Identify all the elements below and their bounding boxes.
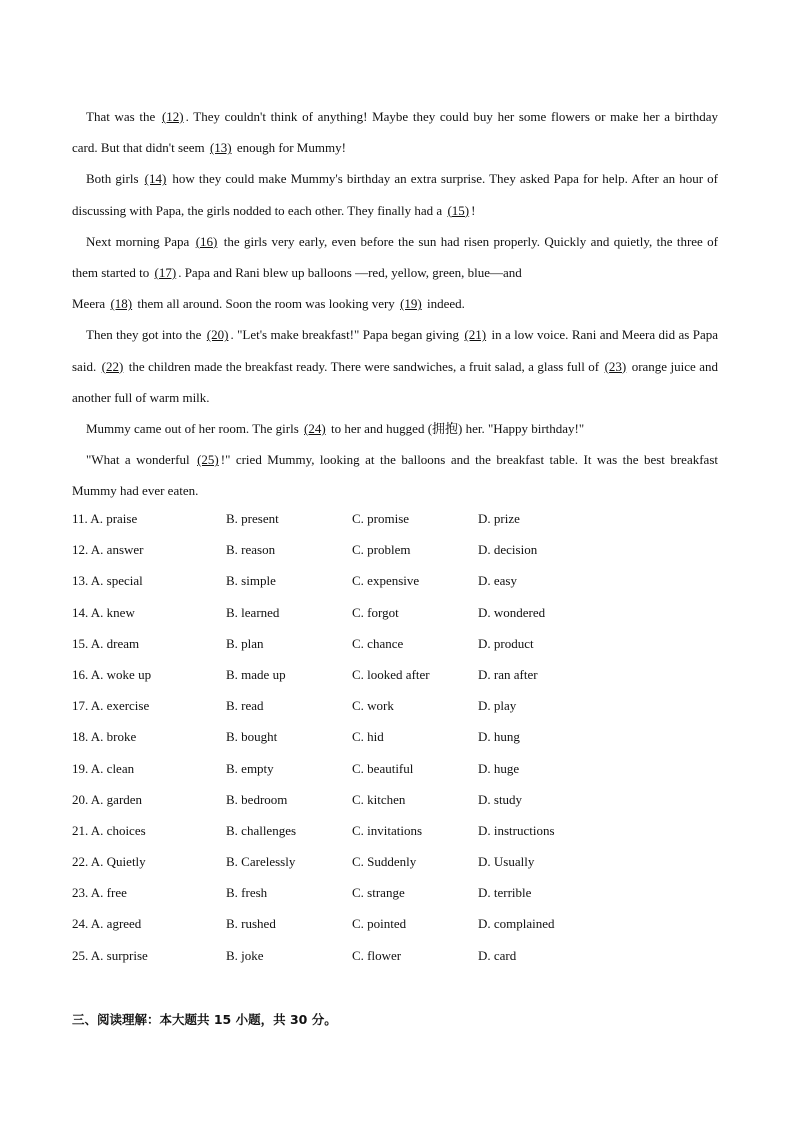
option-c: C. forgot <box>352 604 399 620</box>
question-row <box>72 784 722 815</box>
option-c: C. flower <box>352 947 402 963</box>
option-d: D. product <box>478 635 534 651</box>
question-row <box>72 846 722 877</box>
option-d: D. instructions <box>478 822 555 838</box>
paragraph-7: "What a wonderful (25) !" cried Mummy, looking at the balloons and the breakfast table. It was the best breakfast Mummy had ever eaten. <box>72 452 718 499</box>
blank-12: (12) <box>161 109 184 124</box>
option-a: 22. A. Quietly <box>72 854 146 870</box>
option-b: B. bought <box>226 729 278 745</box>
option-d: D. complained <box>478 916 555 932</box>
option-d: D. prize <box>478 511 520 526</box>
option-a: 14. A. knew <box>72 604 135 620</box>
section-heading: 三、阅读理解：本大题共 15 小题，共 30 分。 <box>72 1012 337 1027</box>
question-row <box>72 908 722 939</box>
option-d: D. terrible <box>478 885 532 901</box>
blank-22: (22) <box>101 358 124 374</box>
question-row <box>72 753 722 784</box>
option-d: D. play <box>478 698 517 714</box>
option-a: 11. A. praise <box>72 511 138 526</box>
blank-19: (19) <box>400 296 422 312</box>
option-a: 19. A. clean <box>72 760 135 776</box>
option-c: C. work <box>352 698 394 714</box>
option-d: D. decision <box>478 542 538 558</box>
question-row <box>72 565 722 596</box>
option-c: C. hid <box>352 729 384 745</box>
option-a: 16. A. woke up <box>72 666 152 682</box>
paragraph-6: Mummy came out of her room. The girls (24) to her and hugged (拥抱) her. "Happy birthday!" <box>86 421 585 437</box>
blank-13: (13) <box>209 140 232 156</box>
blank-16: (16) <box>195 233 218 249</box>
option-c: C. strange <box>352 885 405 901</box>
option-b: B. challenges <box>226 822 297 838</box>
option-b: B. simple <box>226 573 276 589</box>
option-c: C. Suddenly <box>352 854 417 870</box>
option-b: B. rushed <box>226 916 276 932</box>
option-d: D. huge <box>478 760 520 776</box>
option-a: 18. A. broke <box>72 729 137 745</box>
option-b: B. Carelessly <box>226 854 296 870</box>
option-b: B. learned <box>226 604 280 620</box>
blank-20: (20) <box>206 327 229 343</box>
option-b: B. read <box>226 698 264 714</box>
paragraph-2: Both girls (14) how they could make Mummy's birthday an extra surprise. They asked Papa for help. After an hour of discussing with Papa, the girls nodded to each other. They finally had a (15) ! <box>72 171 718 218</box>
blank-17: (17) <box>154 265 177 281</box>
blank-24: (24) <box>304 421 326 437</box>
blank-18: (18) <box>110 296 133 312</box>
option-a: 21. A. choices <box>72 822 146 838</box>
option-a: 25. A. surprise <box>72 947 148 963</box>
option-c: C. pointed <box>352 916 407 932</box>
option-c: C. looked after <box>352 666 430 682</box>
option-d: D. hung <box>478 729 520 745</box>
question-row <box>72 659 722 690</box>
question-row <box>72 503 722 534</box>
option-c: C. kitchen <box>352 791 406 807</box>
option-c: C. chance <box>352 635 404 651</box>
question-row <box>72 940 722 971</box>
question-row <box>72 815 722 846</box>
question-row <box>72 721 722 752</box>
option-d: D. ran after <box>478 666 538 682</box>
option-d: D. wondered <box>478 604 546 620</box>
option-c: C. expensive <box>352 573 420 589</box>
option-b: B. bedroom <box>226 791 288 807</box>
option-d: D. card <box>478 947 517 963</box>
option-d: D. study <box>478 791 523 807</box>
option-b: B. empty <box>226 760 274 776</box>
question-row <box>72 877 722 908</box>
option-a: 12. A. answer <box>72 542 144 558</box>
option-c: C. problem <box>352 542 411 558</box>
option-b: B. plan <box>226 635 264 651</box>
question-row <box>72 597 722 628</box>
question-row <box>72 690 722 721</box>
option-a: 24. A. agreed <box>72 916 142 932</box>
paragraph-5: Then they got into the (20) . "Let's make breakfast!" Papa began giving (21) in a low voice. Rani and Meera did as Papa said. (22) the children made the breakfast ready. There were sandwiches, a fruit salad, a glass full of (23) orange juice and another full of warm milk. <box>72 327 719 405</box>
blank-14: (14) <box>144 171 167 187</box>
cloze-passage <box>72 101 718 507</box>
blank-15: (15) <box>447 202 470 218</box>
option-c: C. invitations <box>352 822 423 838</box>
option-a: 17. A. exercise <box>72 698 150 714</box>
option-c: C. promise <box>352 511 410 526</box>
paragraph-4: Meera (18) them all around. Soon the room was looking very (19) indeed. <box>72 296 465 312</box>
question-row <box>72 534 722 565</box>
option-b: B. present <box>226 511 279 526</box>
option-a: 23. A. free <box>72 885 127 901</box>
option-a: 13. A. special <box>72 573 143 589</box>
option-b: B. reason <box>226 542 276 558</box>
option-c: C. beautiful <box>352 760 414 776</box>
blank-21: (21) <box>464 327 487 343</box>
option-b: B. joke <box>226 947 264 963</box>
option-d: D. easy <box>478 573 517 589</box>
paragraph-1: That was the (12) . They couldn't think of anything! Maybe they could buy her some flowers or make her a birthday card. But that didn't seem (13) enough for Mummy! <box>72 109 718 156</box>
paragraph-3: Next morning Papa (16) the girls very early, even before the sun had risen properly. Quickly and quietly, the three of them started to (17) . Papa and Rani blew up balloons —red, yellow, green, blue—and <box>72 233 719 281</box>
answer-options <box>72 503 722 971</box>
blank-25: (25) <box>197 452 219 468</box>
option-b: B. made up <box>226 666 286 682</box>
option-a: 20. A. garden <box>72 791 143 807</box>
option-b: B. fresh <box>226 885 268 901</box>
option-a: 15. A. dream <box>72 635 140 651</box>
blank-23: (23) <box>604 358 627 374</box>
option-d: D. Usually <box>478 854 535 870</box>
question-row <box>72 628 722 659</box>
